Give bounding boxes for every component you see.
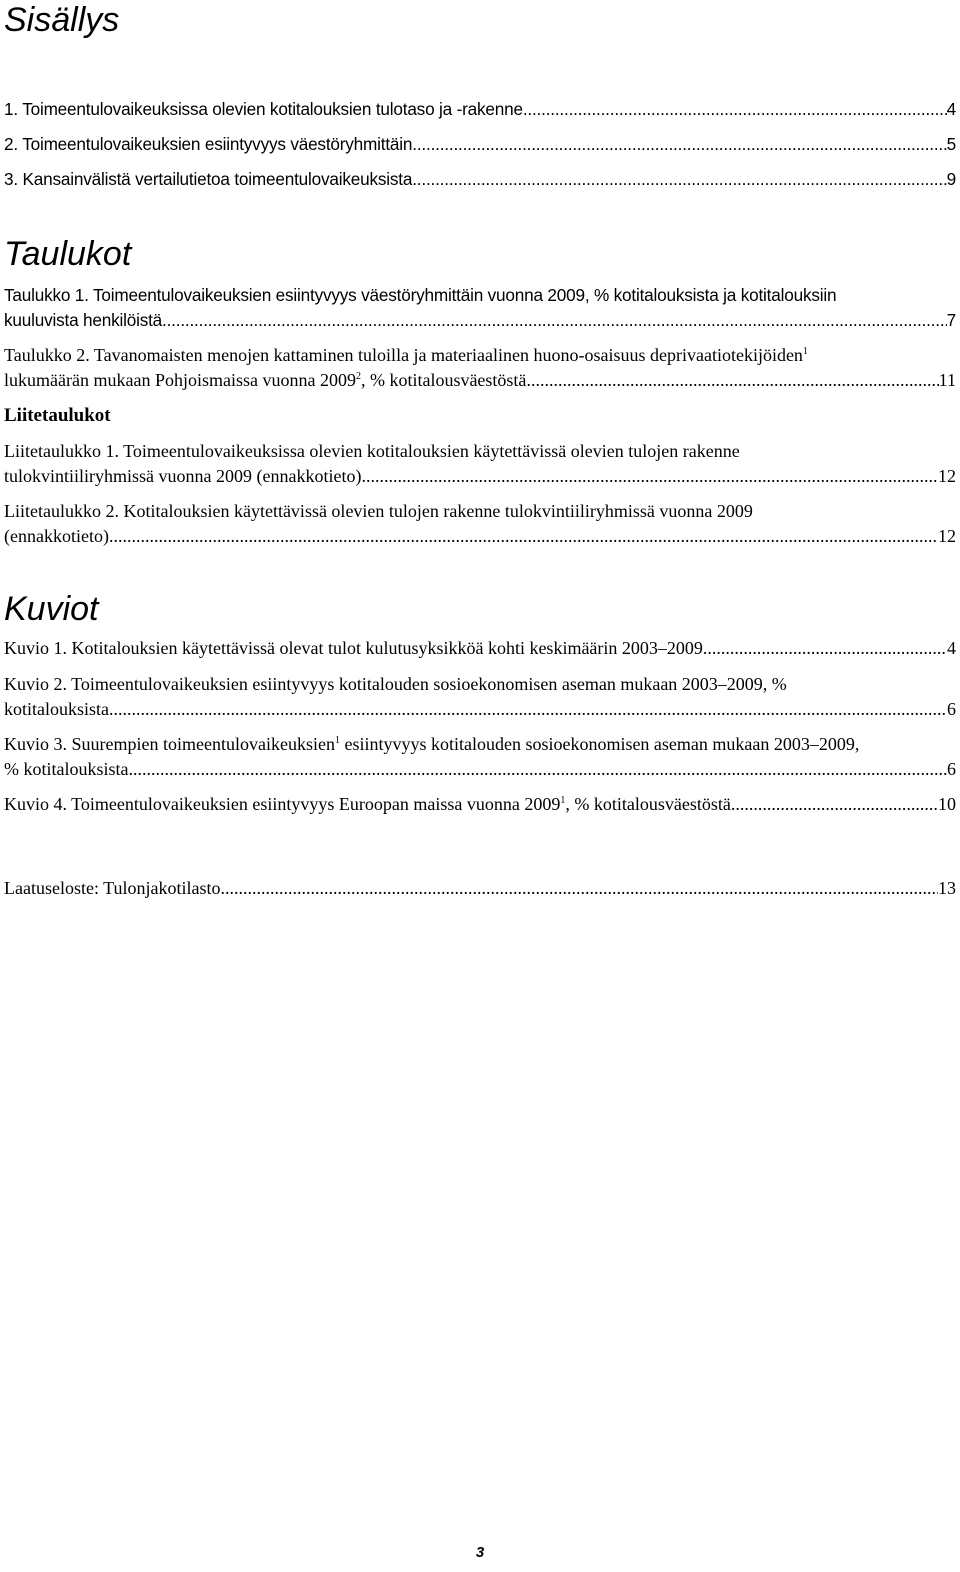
- toc-entry-title-line-1: Taulukko 1. Toimeentulovaikeuksien esiintyvyys väestöryhmittäin vuonna 2009, % kotitalouksista ja kotitalouksiin: [4, 285, 837, 305]
- toc-entry-chapter-3[interactable]: [4, 167, 956, 192]
- toc-entry-title: Kuvio 4. Toimeentulovaikeuksien esiintyvyys Euroopan maissa vuonna 2009: [4, 794, 561, 814]
- toc-entry-appendix-table-2[interactable]: [4, 499, 956, 549]
- toc-entry-title-line-2: tulokvintiiliryhmissä vuonna 2009 (ennakkotieto): [4, 466, 362, 486]
- toc-page-number: 4: [946, 99, 956, 119]
- toc-entry-table-2[interactable]: [4, 343, 956, 393]
- toc-page-number: 12: [938, 526, 956, 546]
- contents-heading: Sisällys: [4, 1, 120, 39]
- dot-leader: [221, 876, 939, 901]
- toc-entry-title: Laatuseloste: Tulonjakotilasto: [4, 878, 221, 898]
- tables-heading: Taulukot: [4, 235, 132, 273]
- toc-page-number: 6: [947, 699, 956, 719]
- footnote-marker: 1: [802, 346, 808, 357]
- toc-entry-title-line-2: (ennakkotieto): [4, 526, 109, 546]
- dot-leader: [361, 464, 938, 489]
- toc-entry-chapter-1[interactable]: [4, 97, 956, 122]
- dot-leader: [412, 132, 946, 157]
- toc-page-number: 11: [938, 370, 956, 390]
- footnote-marker: 1: [560, 795, 566, 806]
- toc-entry-title-line-2: lukumäärän mukaan Pohjoismaissa vuonna 2009: [4, 370, 356, 390]
- toc-entry-table-1[interactable]: [4, 283, 956, 333]
- dot-leader: [109, 524, 938, 549]
- toc-entry-title: 2. Toimeentulovaikeuksien esiintyvyys väestöryhmittäin: [4, 134, 413, 154]
- toc-entry-figure-3[interactable]: [4, 732, 956, 782]
- toc-page-number: 13: [938, 878, 956, 898]
- dot-leader: [412, 167, 946, 192]
- page-number: 3: [475, 1544, 485, 1561]
- toc-entry-title-line-1: Kuvio 2. Toimeentulovaikeuksien esiintyvyys kotitalouden sosioekonomisen aseman mukaan 2003–2009, %: [4, 674, 787, 694]
- toc-page-number: 10: [938, 794, 956, 814]
- dot-leader: [523, 97, 947, 122]
- toc-entry-title-line-2: kotitalouksista: [4, 699, 109, 719]
- toc-page-number: 6: [947, 759, 956, 779]
- toc-page-number: 4: [947, 638, 956, 658]
- footnote-marker: 2: [355, 371, 361, 382]
- toc-entry-title-line-2: % kotitalouksista: [4, 759, 129, 779]
- toc-page-number: 5: [946, 134, 956, 154]
- toc-entry-title-suffix: , % kotitalousväestöstä: [565, 794, 731, 814]
- dot-leader: [731, 792, 938, 817]
- toc-entry-title-line-1: Kuvio 3. Suurempien toimeentulovaikeuksien: [4, 734, 335, 754]
- toc-entry-title: 1. Toimeentulovaikeuksissa olevien kotitalouksien tulotaso ja -rakenne: [4, 99, 523, 119]
- footnote-marker: 1: [334, 735, 340, 746]
- dot-leader: [129, 757, 948, 782]
- dot-leader: [703, 636, 947, 661]
- dot-leader: [109, 697, 947, 722]
- toc-entry-figure-4[interactable]: [4, 792, 956, 817]
- toc-entry-title: Kuvio 1. Kotitalouksien käytettävissä olevat tulot kulutusyksikköä kohti keskimäärin 2003–2009: [4, 638, 703, 658]
- dot-leader: [526, 368, 938, 393]
- toc-entry-appendix-table-1[interactable]: [4, 439, 956, 489]
- toc-page-number: 9: [946, 169, 956, 189]
- toc-entry-figure-1[interactable]: [4, 636, 956, 661]
- toc-entry-title-line-2: kuuluvista henkilöistä: [4, 310, 163, 330]
- toc-entry-title: 3. Kansainvälistä vertailutietoa toimeentulovaikeuksista: [4, 169, 413, 189]
- appendix-tables-heading: Liitetaulukot: [4, 405, 111, 426]
- toc-entry-title-line-1: Liitetaulukko 1. Toimeentulovaikeuksissa olevien kotitalouksien käytettävissä olevien tulojen rakenne: [4, 441, 740, 461]
- dot-leader: [162, 308, 947, 333]
- toc-entry-quality-report[interactable]: [4, 876, 956, 901]
- toc-entry-title-line-1-suffix: esiintyvyys kotitalouden sosioekonomisen aseman mukaan 2003–2009,: [339, 734, 860, 754]
- toc-entry-figure-2[interactable]: [4, 672, 956, 722]
- toc-page-number: 7: [946, 310, 956, 330]
- toc-entry-title-line-1: Taulukko 2. Tavanomaisten menojen kattaminen tuloilla ja materiaalinen huono-osaisuus deprivaatiotekijöiden: [4, 345, 803, 365]
- figures-heading: Kuviot: [4, 590, 99, 628]
- toc-entry-title-line-2-suffix: , % kotitalousväestöstä: [360, 370, 527, 390]
- toc-page-number: 12: [938, 466, 956, 486]
- toc-entry-chapter-2[interactable]: [4, 132, 956, 157]
- toc-entry-title-line-1: Liitetaulukko 2. Kotitalouksien käytettävissä olevien tulojen rakenne tulokvintiiliryhmissä vuonna 2009: [4, 501, 753, 521]
